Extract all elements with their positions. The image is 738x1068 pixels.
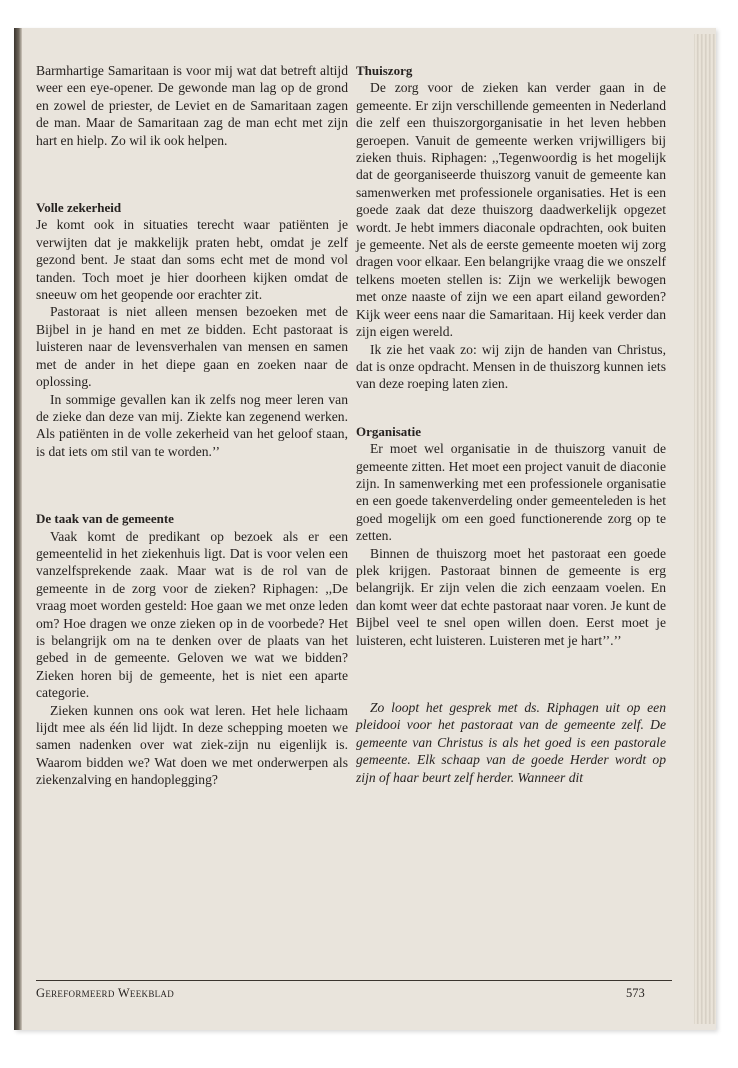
paragraph: Je komt ook in situaties terecht waar patiënten je verwijten dat je makkelijk praten hebt, omdat je zelf gezond bent. Je staat dan soms echt met de mond vol tanden. Toch moet je hier doorheen kijken omdat de sneeuw om het geopende oor erachter zit. — [36, 217, 348, 303]
paragraph: In sommige gevallen kan ik zelfs nog meer leren van de zieke dan deze van mij. Ziekte kan zegenend werken. Als patiënten in de volle zekerheid van het geloof staan, is dat iets om stil van te worden.’’ — [36, 391, 348, 459]
heading-taak-van-de-gemeente: De taak van de gemeente — [36, 511, 174, 527]
paragraph: De zorg voor de zieken kan verder gaan in de gemeente. Er zijn verschillende gemeenten in Nederland die zelf een thuiszorgorganisatie in het leven hebben geroepen. Vanuit de gemeente werken vrijwilligers bij zieken thuis. Riphagen: ,,Tegenwoordig is het mogelijk dat de georganiseerde thuiszorg vanuit de gemeente kan samenwerken met professionele organisaties. Het is een goede zaak dat deze thuiszorg daadwerkelijk opgezet wordt. Je hebt immers diaconale opdrachten, ook buiten je gemeente. Net als de eerste gemeente moeten wij zorg dragen voor elkaar. Een belangrijke vraag die we onszelf telkens moeten stellen is: Zijn we werkelijk bewogen met onze naaste of zijn we een apart eiland geworden? Kijk weer eens naar die Samaritaan. Hij keek verder dan zijn eigen wereld. — [356, 80, 666, 340]
page-edge-stack — [694, 34, 716, 1024]
page-number: 573 — [626, 986, 645, 1000]
heading-volle-zekerheid: Volle zekerheid — [36, 200, 122, 216]
heading-organisatie: Organisatie — [356, 423, 421, 439]
right-column — [356, 62, 666, 786]
magazine-page — [14, 28, 716, 1030]
paragraph: Er moet wel organisatie in de thuiszorg vanuit de gemeente zitten. Het moet een project vanuit de diaconie zijn. In samenwerking met een professionele organisatie en een goede takenverdeling onder gemeenteleden is het goed mogelijk om een goed functionerende zorg op te zetten. — [356, 441, 666, 544]
closing-italic-paragraph: Zo loopt het gesprek met ds. Riphagen uit op een pleidooi voor het pastoraat van de gemeente zelf. De gemeente van Christus is als het goed is een pastorale gemeente. Elk schaap van de goede Herder wordt op zijn of haar beurt zelf herder. Wanneer dit — [356, 700, 666, 785]
footer-rule — [36, 980, 672, 981]
book-spine-shadow — [14, 28, 22, 1030]
intro-paragraph: Barmhartige Samaritaan is voor mij wat dat betreft altijd weer een eye-opener. De gewonde man lag op de grond en zowel de priester, de Leviet en de Samaritaan zagen de man. Maar de Samaritaan zag de man echt met zijn hart en hielp. Zo wil ik ook helpen. — [36, 63, 348, 148]
heading-thuiszorg: Thuiszorg — [356, 63, 413, 78]
paragraph: Ik zie het vaak zo: wij zijn de handen van Christus, dat is onze opdracht. Mensen in de thuiszorg kunnen iets van deze roeping laten zien. — [356, 341, 666, 392]
left-column — [36, 62, 348, 789]
paragraph: Zieken kunnen ons ook wat leren. Het hele lichaam lijdt mee als één lid lijdt. In deze schepping moeten we samen nadenken over wat ziek-zijn nu eigenlijk is. Waarom bidden we? Wat doen we met onderwerpen als ziekenzalving en handoplegging? — [36, 702, 348, 788]
paragraph: Pastoraat is niet alleen mensen bezoeken met de Bijbel in je hand en met ze bidden. Echt pastoraat is luisteren naar de levensverhalen van mensen en samen met de ander in het diepe gaan en zoeken naar de oplossing. — [36, 304, 348, 390]
paragraph: Binnen de thuiszorg moet het pastoraat een goede plek krijgen. Pastoraat binnen de gemeente is erg belangrijk. Er zijn velen die zich eenzaam voelen. En dan komt weer dat echte pastoraat naar voren. Je kunt de Bijbel veel te snel open willen doen. Eerst moet je luisteren, echt luisteren. Luisteren met je hart’’.’’ — [356, 545, 666, 648]
publication-name: Gereformeerd Weekblad — [36, 986, 175, 1000]
paragraph: Vaak komt de predikant op bezoek als er een gemeentelid in het ziekenhuis ligt. Dat is voor velen een vanzelfsprekende zaak. Maar wat is de rol van de gemeente in de zorg voor de zieken? Riphagen: ,,De vraag moet worden gesteld: Hoe gaan we met onze leden om? Hoe dragen we onze zieken op in de voorbede? Het is belangrijk om na te denken over de plaats van het gebed in de gemeente. Geloven we wat we bidden? Zieken horen bij de gemeente, het is niet een aparte categorie. — [36, 528, 348, 701]
